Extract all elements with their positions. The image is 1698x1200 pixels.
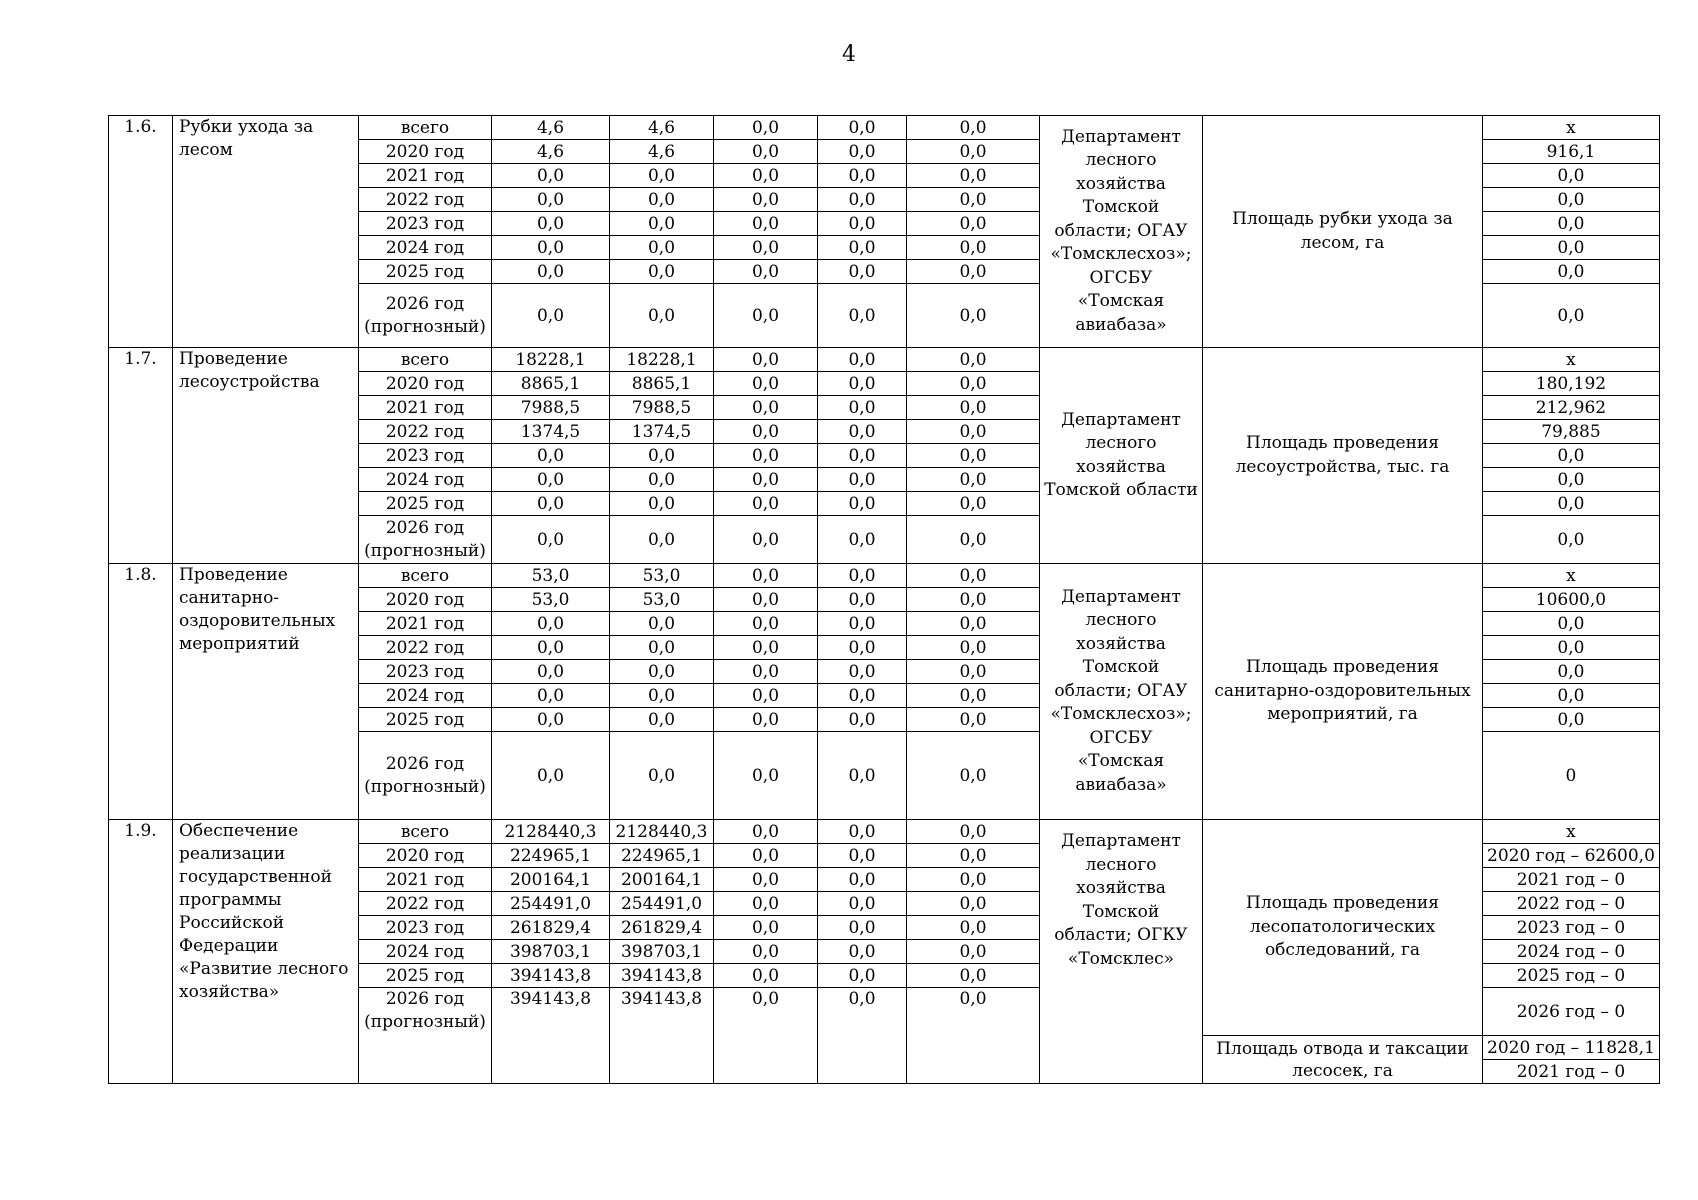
amount-cell: 0,0 — [714, 684, 818, 708]
amount-cell: 0,0 — [907, 188, 1040, 212]
indicator-value: 0,0 — [1483, 492, 1660, 516]
amount-cell: 394143,8 — [610, 988, 714, 1084]
amount-cell: 4,6 — [610, 140, 714, 164]
amount-cell: 0,0 — [714, 444, 818, 468]
amount-cell: 394143,8 — [492, 988, 610, 1084]
amount-cell: 0,0 — [714, 660, 818, 684]
amount-cell: 0,0 — [818, 116, 907, 140]
amount-cell: 0,0 — [714, 988, 818, 1084]
amount-cell: 0,0 — [907, 516, 1040, 564]
item-number: 1.7. — [109, 348, 173, 564]
item-number: 1.9. — [109, 820, 173, 1084]
amount-cell: 0,0 — [714, 164, 818, 188]
period-label: 2024 год — [359, 468, 492, 492]
amount-cell: 0,0 — [492, 492, 610, 516]
amount-cell: 254491,0 — [610, 892, 714, 916]
amount-cell: 0,0 — [907, 116, 1040, 140]
item-number: 1.8. — [109, 564, 173, 820]
amount-cell: 398703,1 — [492, 940, 610, 964]
period-label: 2021 год — [359, 164, 492, 188]
indicator-value: х — [1483, 348, 1660, 372]
indicator-name: Площадь рубки ухода за лесом, га — [1203, 116, 1483, 348]
responsible-executor: Департамент лесного хозяйства Томской области; ОГАУ «Томсклесхоз»; ОГСБУ «Томская авиабаза» — [1040, 116, 1203, 348]
amount-cell: 394143,8 — [610, 964, 714, 988]
item-number: 1.6. — [109, 116, 173, 348]
amount-cell: 0,0 — [610, 444, 714, 468]
amount-cell: 0,0 — [907, 564, 1040, 588]
period-label: 2022 год — [359, 420, 492, 444]
period-label: 2025 год — [359, 964, 492, 988]
period-label: 2021 год — [359, 612, 492, 636]
amount-cell: 0,0 — [818, 164, 907, 188]
period-label: 2026 год (прогнозный) — [359, 988, 492, 1084]
amount-cell: 8865,1 — [610, 372, 714, 396]
amount-cell: 2128440,3 — [610, 820, 714, 844]
period-label: 2020 год — [359, 140, 492, 164]
amount-cell: 0,0 — [610, 260, 714, 284]
amount-cell: 0,0 — [610, 236, 714, 260]
amount-cell: 0,0 — [907, 260, 1040, 284]
amount-cell: 4,6 — [492, 116, 610, 140]
indicator-value: 2023 год – 0 — [1483, 916, 1660, 940]
period-label: 2023 год — [359, 660, 492, 684]
amount-cell: 0,0 — [907, 636, 1040, 660]
indicator-value: 0,0 — [1483, 260, 1660, 284]
amount-cell: 0,0 — [714, 116, 818, 140]
amount-cell: 0,0 — [818, 516, 907, 564]
amount-cell: 0,0 — [818, 660, 907, 684]
amount-cell: 0,0 — [610, 284, 714, 348]
period-label: 2025 год — [359, 708, 492, 732]
amount-cell: 0,0 — [610, 684, 714, 708]
amount-cell: 0,0 — [714, 420, 818, 444]
table-row — [109, 116, 1660, 140]
period-label: всего — [359, 820, 492, 844]
amount-cell: 0,0 — [492, 212, 610, 236]
indicator-value: 916,1 — [1483, 140, 1660, 164]
amount-cell: 53,0 — [610, 588, 714, 612]
amount-cell: 0,0 — [610, 732, 714, 820]
indicator-value: 0,0 — [1483, 212, 1660, 236]
amount-cell: 0,0 — [714, 468, 818, 492]
amount-cell: 0,0 — [492, 684, 610, 708]
amount-cell: 0,0 — [818, 420, 907, 444]
amount-cell: 0,0 — [907, 684, 1040, 708]
indicator-value: 0,0 — [1483, 236, 1660, 260]
table-row — [109, 564, 1660, 588]
amount-cell: 18228,1 — [610, 348, 714, 372]
amount-cell: 0,0 — [818, 260, 907, 284]
period-label: 2023 год — [359, 444, 492, 468]
amount-cell: 0,0 — [492, 164, 610, 188]
responsible-executor: Департамент лесного хозяйства Томской области; ОГКУ «Томсклес» — [1040, 820, 1203, 1084]
amount-cell: 0,0 — [714, 260, 818, 284]
period-label: 2022 год — [359, 188, 492, 212]
indicator-value: 0,0 — [1483, 708, 1660, 732]
amount-cell: 200164,1 — [492, 868, 610, 892]
amount-cell: 0,0 — [907, 420, 1040, 444]
amount-cell: 0,0 — [818, 732, 907, 820]
amount-cell: 0,0 — [907, 892, 1040, 916]
period-label: 2020 год — [359, 844, 492, 868]
amount-cell: 0,0 — [714, 868, 818, 892]
amount-cell: 0,0 — [818, 444, 907, 468]
amount-cell: 224965,1 — [492, 844, 610, 868]
period-label: 2023 год — [359, 212, 492, 236]
amount-cell: 18228,1 — [492, 348, 610, 372]
indicator-value: 79,885 — [1483, 420, 1660, 444]
amount-cell: 1374,5 — [492, 420, 610, 444]
period-label: всего — [359, 564, 492, 588]
amount-cell: 0,0 — [907, 988, 1040, 1084]
amount-cell: 0,0 — [818, 636, 907, 660]
indicator-value: 2026 год – 0 — [1483, 988, 1660, 1036]
page-number: 4 — [842, 42, 856, 67]
amount-cell: 2128440,3 — [492, 820, 610, 844]
indicator-name: Площадь проведения лесопатологических обследований, га — [1203, 820, 1483, 1036]
amount-cell: 0,0 — [818, 468, 907, 492]
amount-cell: 0,0 — [907, 236, 1040, 260]
amount-cell: 0,0 — [714, 732, 818, 820]
indicator-value: 2020 год – 11828,1 — [1483, 1036, 1660, 1060]
amount-cell: 0,0 — [714, 212, 818, 236]
amount-cell: 394143,8 — [492, 964, 610, 988]
indicator-value: х — [1483, 820, 1660, 844]
amount-cell: 0,0 — [907, 444, 1040, 468]
amount-cell: 0,0 — [714, 140, 818, 164]
amount-cell: 0,0 — [818, 188, 907, 212]
indicator-value: 0,0 — [1483, 636, 1660, 660]
amount-cell: 0,0 — [492, 236, 610, 260]
amount-cell: 0,0 — [492, 468, 610, 492]
amount-cell: 0,0 — [907, 372, 1040, 396]
indicator-name: Площадь проведения лесоустройства, тыс. га — [1203, 348, 1483, 564]
table-row — [109, 820, 1660, 844]
amount-cell: 224965,1 — [610, 844, 714, 868]
amount-cell: 0,0 — [714, 492, 818, 516]
amount-cell: 0,0 — [907, 348, 1040, 372]
amount-cell: 0,0 — [818, 212, 907, 236]
amount-cell: 53,0 — [492, 564, 610, 588]
amount-cell: 0,0 — [714, 940, 818, 964]
amount-cell: 0,0 — [610, 708, 714, 732]
item-name: Рубки ухода за лесом — [173, 116, 359, 348]
amount-cell: 4,6 — [610, 116, 714, 140]
amount-cell: 0,0 — [818, 892, 907, 916]
indicator-value: 180,192 — [1483, 372, 1660, 396]
amount-cell: 0,0 — [818, 140, 907, 164]
amount-cell: 0,0 — [610, 212, 714, 236]
amount-cell: 0,0 — [907, 660, 1040, 684]
amount-cell: 0,0 — [907, 820, 1040, 844]
period-label: 2026 год (прогнозный) — [359, 516, 492, 564]
amount-cell: 7988,5 — [610, 396, 714, 420]
program-table — [108, 115, 1660, 1084]
amount-cell: 261829,4 — [610, 916, 714, 940]
amount-cell: 0,0 — [610, 468, 714, 492]
amount-cell: 0,0 — [714, 236, 818, 260]
amount-cell: 0,0 — [714, 820, 818, 844]
amount-cell: 0,0 — [610, 636, 714, 660]
amount-cell: 0,0 — [818, 372, 907, 396]
amount-cell: 0,0 — [818, 612, 907, 636]
amount-cell: 0,0 — [610, 188, 714, 212]
amount-cell: 0,0 — [610, 516, 714, 564]
amount-cell: 53,0 — [610, 564, 714, 588]
amount-cell: 0,0 — [492, 636, 610, 660]
period-label: 2025 год — [359, 260, 492, 284]
indicator-value: 10600,0 — [1483, 588, 1660, 612]
amount-cell: 0,0 — [714, 844, 818, 868]
amount-cell: 0,0 — [818, 868, 907, 892]
indicator-value: 2025 год – 0 — [1483, 964, 1660, 988]
amount-cell: 0,0 — [907, 284, 1040, 348]
amount-cell: 398703,1 — [610, 940, 714, 964]
indicator-value: 2021 год – 0 — [1483, 868, 1660, 892]
amount-cell: 0,0 — [907, 844, 1040, 868]
period-label: 2021 год — [359, 396, 492, 420]
amount-cell: 53,0 — [492, 588, 610, 612]
indicator-value: 0,0 — [1483, 284, 1660, 348]
amount-cell: 0,0 — [492, 708, 610, 732]
amount-cell: 0,0 — [610, 660, 714, 684]
period-label: 2023 год — [359, 916, 492, 940]
item-name: Проведение лесоустройства — [173, 348, 359, 564]
amount-cell: 0,0 — [714, 964, 818, 988]
amount-cell: 0,0 — [492, 732, 610, 820]
period-label: 2024 год — [359, 236, 492, 260]
responsible-executor: Департамент лесного хозяйства Томской области; ОГАУ «Томсклесхоз»; ОГСБУ «Томская авиабаза» — [1040, 564, 1203, 820]
amount-cell: 0,0 — [714, 348, 818, 372]
indicator-value: 0,0 — [1483, 684, 1660, 708]
amount-cell: 0,0 — [818, 820, 907, 844]
amount-cell: 0,0 — [714, 588, 818, 612]
amount-cell: 0,0 — [818, 916, 907, 940]
amount-cell: 0,0 — [492, 188, 610, 212]
amount-cell: 0,0 — [818, 284, 907, 348]
amount-cell: 0,0 — [492, 660, 610, 684]
amount-cell: 0,0 — [714, 636, 818, 660]
amount-cell: 0,0 — [907, 708, 1040, 732]
indicator-name: Площадь проведения санитарно-оздоровительных мероприятий, га — [1203, 564, 1483, 820]
indicator-value: 0,0 — [1483, 660, 1660, 684]
indicator-value: 0,0 — [1483, 444, 1660, 468]
amount-cell: 1374,5 — [610, 420, 714, 444]
amount-cell: 0,0 — [818, 684, 907, 708]
period-label: всего — [359, 116, 492, 140]
amount-cell: 0,0 — [714, 396, 818, 420]
amount-cell: 0,0 — [714, 916, 818, 940]
period-label: 2025 год — [359, 492, 492, 516]
amount-cell: 0,0 — [907, 492, 1040, 516]
amount-cell: 254491,0 — [492, 892, 610, 916]
period-label: 2026 год (прогнозный) — [359, 284, 492, 348]
table-row — [109, 348, 1660, 372]
indicator-value: 2020 год – 62600,0 — [1483, 844, 1660, 868]
amount-cell: 0,0 — [907, 732, 1040, 820]
amount-cell: 0,0 — [818, 988, 907, 1084]
amount-cell: 0,0 — [818, 940, 907, 964]
amount-cell: 0,0 — [714, 708, 818, 732]
amount-cell: 0,0 — [492, 444, 610, 468]
amount-cell: 0,0 — [610, 492, 714, 516]
amount-cell: 0,0 — [818, 396, 907, 420]
period-label: 2022 год — [359, 636, 492, 660]
amount-cell: 0,0 — [818, 564, 907, 588]
amount-cell: 0,0 — [907, 140, 1040, 164]
period-label: 2020 год — [359, 372, 492, 396]
amount-cell: 0,0 — [818, 588, 907, 612]
amount-cell: 0,0 — [492, 260, 610, 284]
amount-cell: 0,0 — [818, 708, 907, 732]
amount-cell: 0,0 — [907, 964, 1040, 988]
amount-cell: 7988,5 — [492, 396, 610, 420]
indicator-value: 0,0 — [1483, 468, 1660, 492]
amount-cell: 8865,1 — [492, 372, 610, 396]
amount-cell: 0,0 — [714, 284, 818, 348]
amount-cell: 0,0 — [907, 868, 1040, 892]
amount-cell: 0,0 — [714, 372, 818, 396]
item-name: Обеспечение реализации государственной программы Российской Федерации «Развитие лесного хозяйства» — [173, 820, 359, 1084]
indicator-value: 0,0 — [1483, 164, 1660, 188]
amount-cell: 0,0 — [818, 492, 907, 516]
amount-cell: 0,0 — [907, 588, 1040, 612]
amount-cell: 0,0 — [714, 516, 818, 564]
item-name: Проведение санитарно-оздоровительных мероприятий — [173, 564, 359, 820]
amount-cell: 0,0 — [818, 964, 907, 988]
amount-cell: 0,0 — [610, 164, 714, 188]
amount-cell: 0,0 — [907, 940, 1040, 964]
amount-cell: 0,0 — [492, 284, 610, 348]
amount-cell: 0,0 — [907, 916, 1040, 940]
amount-cell: 0,0 — [492, 612, 610, 636]
amount-cell: 0,0 — [818, 236, 907, 260]
amount-cell: 0,0 — [714, 188, 818, 212]
indicator-value: 212,962 — [1483, 396, 1660, 420]
period-label: 2022 год — [359, 892, 492, 916]
period-label: 2024 год — [359, 940, 492, 964]
amount-cell: 0,0 — [714, 612, 818, 636]
responsible-executor: Департамент лесного хозяйства Томской области — [1040, 348, 1203, 564]
amount-cell: 0,0 — [907, 212, 1040, 236]
amount-cell: 0,0 — [907, 468, 1040, 492]
period-label: 2021 год — [359, 868, 492, 892]
indicator-value: х — [1483, 564, 1660, 588]
amount-cell: 0,0 — [714, 892, 818, 916]
indicator-value: 2024 год – 0 — [1483, 940, 1660, 964]
period-label: 2024 год — [359, 684, 492, 708]
period-label: всего — [359, 348, 492, 372]
amount-cell: 261829,4 — [492, 916, 610, 940]
amount-cell: 0,0 — [907, 396, 1040, 420]
amount-cell: 0,0 — [818, 844, 907, 868]
amount-cell: 200164,1 — [610, 868, 714, 892]
period-label: 2020 год — [359, 588, 492, 612]
indicator-value: 2022 год – 0 — [1483, 892, 1660, 916]
amount-cell: 0,0 — [610, 612, 714, 636]
amount-cell: 0,0 — [907, 164, 1040, 188]
amount-cell: 0,0 — [907, 612, 1040, 636]
indicator-value: х — [1483, 116, 1660, 140]
indicator-value: 0,0 — [1483, 612, 1660, 636]
indicator-name: Площадь отвода и таксации лесосек, га — [1203, 1036, 1483, 1084]
amount-cell: 4,6 — [492, 140, 610, 164]
period-label: 2026 год (прогнозный) — [359, 732, 492, 820]
indicator-value: 2021 год – 0 — [1483, 1060, 1660, 1084]
amount-cell: 0,0 — [492, 516, 610, 564]
amount-cell: 0,0 — [714, 564, 818, 588]
indicator-value: 0,0 — [1483, 516, 1660, 564]
indicator-value: 0,0 — [1483, 188, 1660, 212]
indicator-value: 0 — [1483, 732, 1660, 820]
amount-cell: 0,0 — [818, 348, 907, 372]
